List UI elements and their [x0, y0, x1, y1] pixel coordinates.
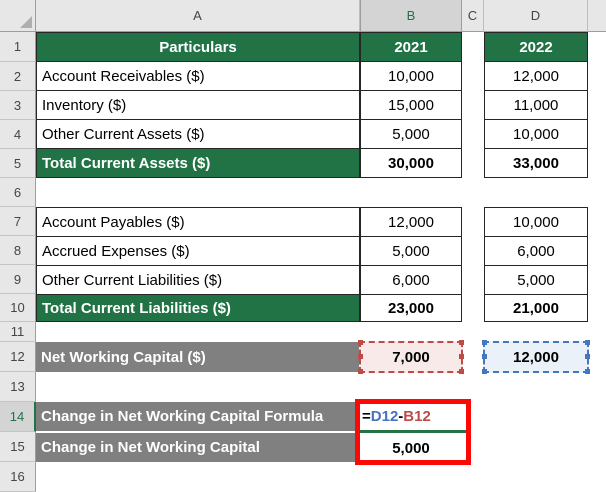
cell-b5[interactable]: 30,000: [388, 154, 434, 172]
selection-handle[interactable]: [482, 354, 487, 359]
cell-a14[interactable]: Change in Net Working Capital Formula: [36, 402, 360, 431]
row-header-13[interactable]: 13: [0, 372, 36, 402]
selection-handle[interactable]: [482, 369, 487, 374]
selection-handle[interactable]: [358, 369, 363, 374]
cell-b15[interactable]: 5,000: [360, 434, 462, 462]
column-header-d[interactable]: D: [484, 0, 588, 32]
cell-b12-value: 7,000: [392, 348, 430, 366]
cell-d9[interactable]: 5,000: [485, 266, 587, 295]
selection-handle[interactable]: [358, 354, 363, 359]
formula-annotation-box: [355, 399, 471, 465]
row-header-9[interactable]: 9: [0, 265, 36, 294]
row-header-2[interactable]: 2: [0, 62, 36, 91]
cell-d1[interactable]: 2022: [485, 33, 587, 62]
cell-a3[interactable]: Inventory ($): [37, 91, 359, 120]
formula-minus: -: [398, 407, 404, 425]
select-all-triangle-icon: [20, 16, 32, 28]
assets-table-col-b: [360, 32, 462, 178]
selection-handle[interactable]: [585, 354, 590, 359]
cell-d10[interactable]: 21,000: [513, 299, 559, 317]
row-header-12[interactable]: 12: [0, 342, 36, 372]
row-header-8[interactable]: 8: [0, 236, 36, 265]
column-header-a[interactable]: A: [36, 0, 360, 32]
cell-b1[interactable]: 2021: [361, 33, 461, 62]
selection-handle[interactable]: [459, 369, 464, 374]
row-header-14[interactable]: 14: [0, 402, 36, 432]
cell-d5[interactable]: 33,000: [513, 154, 559, 172]
row-header-6[interactable]: 6: [0, 178, 36, 207]
row-header-10[interactable]: 10: [0, 294, 36, 322]
column-header-c[interactable]: C: [462, 0, 484, 32]
assets-table-col-a: [36, 32, 360, 178]
cell-a10[interactable]: Total Current Liabilities ($): [37, 295, 359, 321]
cell-b9[interactable]: 6,000: [361, 266, 461, 295]
formula-reference-d12: D12: [370, 407, 399, 425]
row-header-3[interactable]: 3: [0, 91, 36, 120]
formula-equals: =: [362, 407, 371, 425]
selection-handle[interactable]: [585, 340, 590, 345]
cell-a5[interactable]: Total Current Assets ($): [37, 149, 359, 177]
row-header-7[interactable]: 7: [0, 207, 36, 236]
row-header-4[interactable]: 4: [0, 120, 36, 149]
formula-reference-b12: B12: [403, 407, 431, 425]
cell-d12-value: 12,000: [513, 348, 559, 366]
selection-handle[interactable]: [482, 340, 487, 345]
liabilities-table-col-d: [484, 207, 588, 322]
column-header-stub: [588, 0, 606, 32]
select-all-corner[interactable]: [0, 0, 36, 32]
liabilities-table-col-b: [360, 207, 462, 322]
cell-b3[interactable]: 15,000: [361, 91, 461, 120]
cell-a7[interactable]: Account Payables ($): [37, 208, 359, 237]
row-header-5[interactable]: 5: [0, 149, 36, 178]
cell-d2[interactable]: 12,000: [485, 62, 587, 91]
cell-b10[interactable]: 23,000: [388, 299, 434, 317]
cell-b8[interactable]: 5,000: [361, 237, 461, 266]
selection-handle[interactable]: [585, 369, 590, 374]
column-header-b[interactable]: B: [360, 0, 462, 32]
cell-a15[interactable]: Change in Net Working Capital: [36, 433, 360, 462]
cell-a9[interactable]: Other Current Liabilities ($): [37, 266, 359, 295]
assets-table-col-d: [484, 32, 588, 178]
row-header-15[interactable]: 15: [0, 432, 36, 462]
cell-b2[interactable]: 10,000: [361, 62, 461, 91]
cell-d7[interactable]: 10,000: [485, 208, 587, 237]
cell-a12[interactable]: Net Working Capital ($): [36, 342, 360, 372]
cell-a4[interactable]: Other Current Assets ($): [37, 120, 359, 149]
row-header-16[interactable]: 16: [0, 462, 36, 492]
cell-a2[interactable]: Account Receivables ($): [37, 62, 359, 91]
cell-d3[interactable]: 11,000: [485, 91, 587, 120]
selection-handle[interactable]: [459, 340, 464, 345]
cell-d8[interactable]: 6,000: [485, 237, 587, 266]
cell-a8[interactable]: Accrued Expenses ($): [37, 237, 359, 266]
cell-d12-range-finder[interactable]: [483, 341, 589, 373]
row-header-11[interactable]: 11: [0, 322, 36, 342]
liabilities-table-col-a: [36, 207, 360, 322]
selection-handle[interactable]: [459, 354, 464, 359]
cell-b7[interactable]: 12,000: [361, 208, 461, 237]
selection-handle[interactable]: [358, 340, 363, 345]
cell-a1[interactable]: Particulars: [37, 33, 359, 62]
cell-b4[interactable]: 5,000: [361, 120, 461, 149]
cell-b12-range-finder[interactable]: [359, 341, 463, 373]
cell-d4[interactable]: 10,000: [485, 120, 587, 149]
row-header-1[interactable]: 1: [0, 32, 36, 62]
